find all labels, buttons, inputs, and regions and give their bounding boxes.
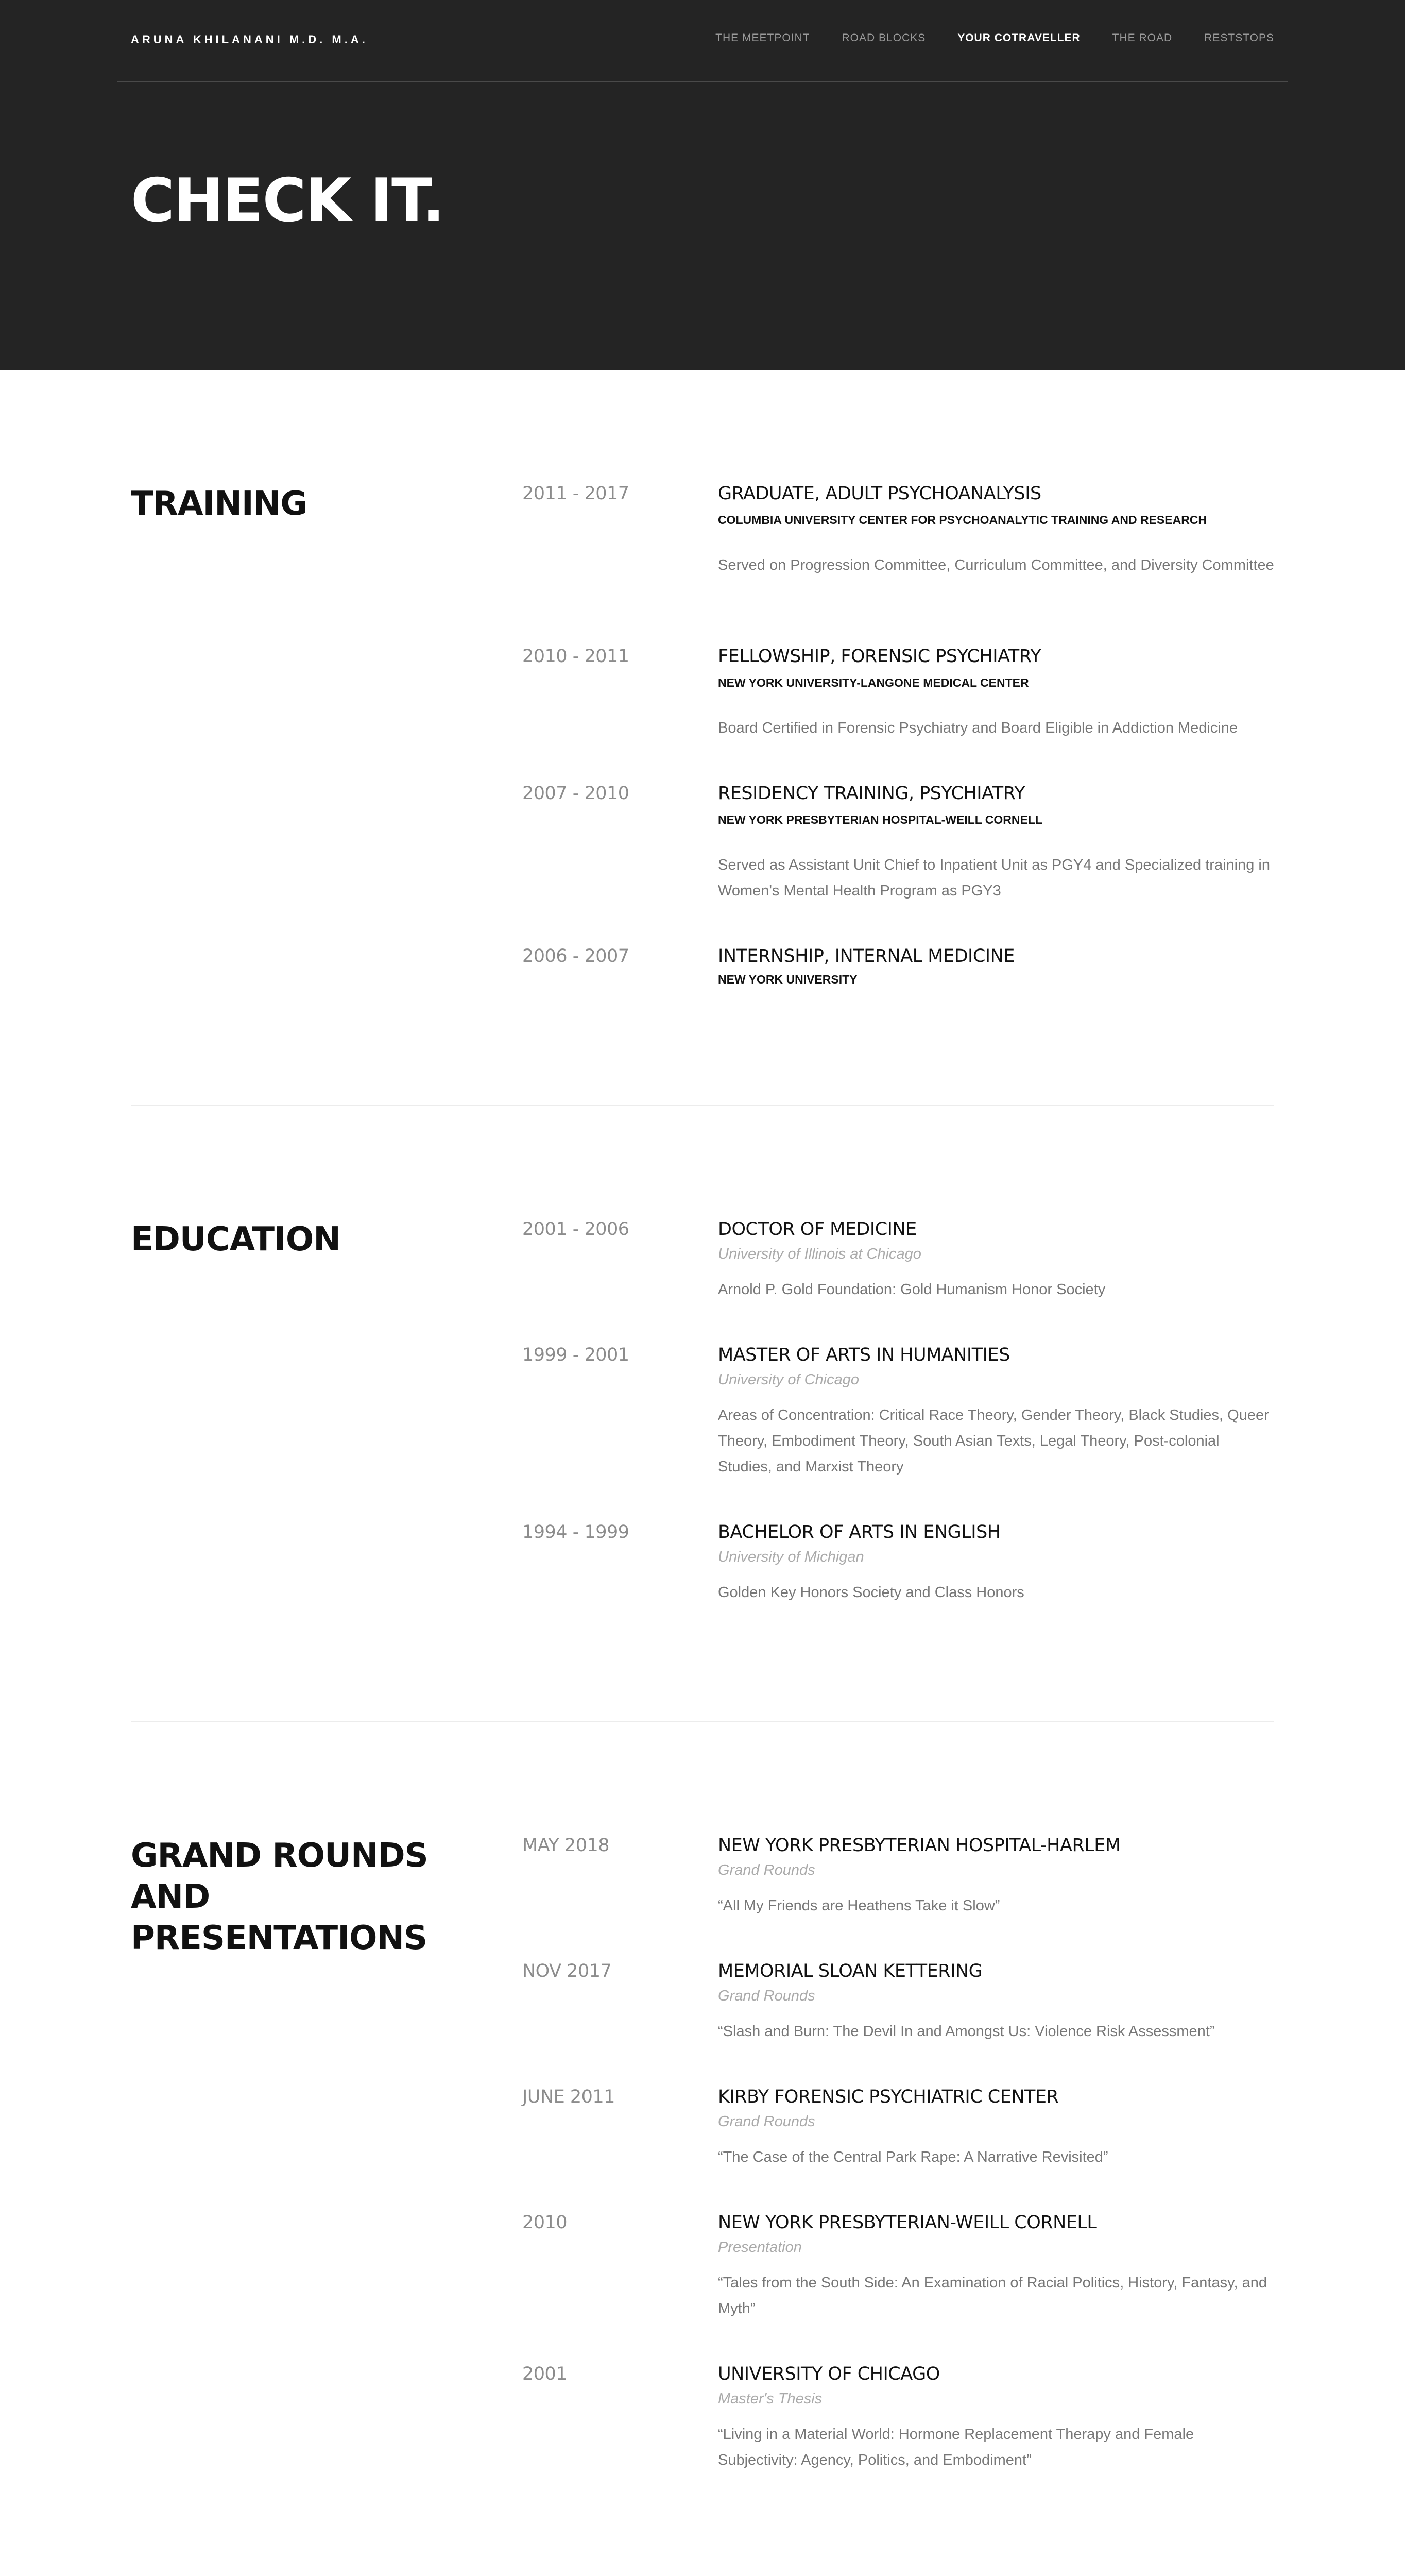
entry-description: “Tales from the South Side: An Examination of Racial Politics, History, Fantasy, and Myth” xyxy=(718,2275,1267,2317)
entry-description: “The Case of the Central Park Rape: A Narrative Revisited” xyxy=(718,2149,1108,2165)
entry-type: Master's Thesis xyxy=(718,2391,823,2407)
entry-type: Presentation xyxy=(718,2239,802,2256)
entry-institution: University of Chicago xyxy=(718,1371,859,1388)
entry-title: BACHELOR OF ARTS IN ENGLISH xyxy=(718,1522,1001,1543)
entry-date: 2001 xyxy=(522,2364,568,2384)
section-divider xyxy=(131,1721,1274,1722)
brand-logo[interactable]: ARUNA KHILANANI M.D. M.A. xyxy=(131,33,368,46)
entry-description: Served as Assistant Unit Chief to Inpatient Unit as PGY4 and Specialized training in Women's Mental Health Program as PGY3 xyxy=(718,857,1270,899)
entry-title: DOCTOR OF MEDICINE xyxy=(718,1219,917,1240)
header-divider xyxy=(117,81,1288,82)
section-divider xyxy=(131,1105,1274,1106)
entry-date: NOV 2017 xyxy=(522,1961,612,1981)
entry-title: NEW YORK PRESBYTERIAN-WEILL CORNELL xyxy=(718,2212,1097,2233)
entry-date: 2007 - 2010 xyxy=(522,783,629,804)
entry-description: Areas of Concentration: Critical Race Theory, Gender Theory, Black Studies, Queer Theory, Embodiment Theory, South Asian Texts, Legal Theory, Post-colonial Studies, and Marxist Theory xyxy=(718,1407,1269,1475)
entry-description: Golden Key Honors Society and Class Honors xyxy=(718,1584,1024,1601)
entry-description: “Slash and Burn: The Devil In and Amongst Us: Violence Risk Assessment” xyxy=(718,2023,1215,2040)
entry-title: MEMORIAL SLOAN KETTERING xyxy=(718,1961,983,1981)
entry-type: Grand Rounds xyxy=(718,1988,815,2004)
nav-item-meetpoint[interactable]: THE MEETPOINT xyxy=(715,32,810,44)
entry-description: Arnold P. Gold Foundation: Gold Humanism Honor Society xyxy=(718,1281,1106,1298)
entry-institution: University of Michigan xyxy=(718,1549,864,1565)
entry-date: 2010 - 2011 xyxy=(522,646,629,667)
nav-item-reststops[interactable]: RESTSTOPS xyxy=(1204,32,1274,44)
section-title-grand-rounds: GRAND ROUNDS AND PRESENTATIONS xyxy=(131,1837,428,1957)
nav-item-cotraveller[interactable]: YOUR COTRAVELLER xyxy=(957,32,1081,44)
entry-description: Served on Progression Committee, Curriculum Committee, and Diversity Committee xyxy=(718,557,1274,573)
entry-date: 1999 - 2001 xyxy=(522,1345,629,1365)
entry-organization: NEW YORK PRESBYTERIAN HOSPITAL-WEILL CORNELL xyxy=(718,813,1042,826)
entry-date: 2011 - 2017 xyxy=(522,483,629,504)
nav-item-road-blocks[interactable]: ROAD BLOCKS xyxy=(842,32,926,44)
entry-title: RESIDENCY TRAINING, PSYCHIATRY xyxy=(718,783,1025,804)
entry-description: “Living in a Material World: Hormone Replacement Therapy and Female Subjectivity: Agency, Politics, and Embodiment” xyxy=(718,2426,1194,2468)
entry-date: 2010 xyxy=(522,2212,568,2233)
entry-organization: NEW YORK UNIVERSITY xyxy=(718,973,858,986)
entry-title: FELLOWSHIP, FORENSIC PSYCHIATRY xyxy=(718,646,1041,667)
entry-date: 2006 - 2007 xyxy=(522,946,629,967)
entry-title: INTERNSHIP, INTERNAL MEDICINE xyxy=(718,946,1015,967)
entry-type: Grand Rounds xyxy=(718,1862,815,1878)
site-header xyxy=(0,0,1405,370)
entry-title: GRADUATE, ADULT PSYCHOANALYSIS xyxy=(718,483,1041,504)
section-title-training: TRAINING xyxy=(131,485,307,523)
entry-institution: University of Illinois at Chicago xyxy=(718,1246,921,1262)
entry-date: 1994 - 1999 xyxy=(522,1522,629,1543)
entry-description: “All My Friends are Heathens Take it Slow” xyxy=(718,1897,1000,1914)
entry-title: MASTER OF ARTS IN HUMANITIES xyxy=(718,1345,1010,1365)
entry-organization: NEW YORK UNIVERSITY-LANGONE MEDICAL CENTER xyxy=(718,676,1029,689)
entry-date: JUNE 2011 xyxy=(522,2087,615,2107)
entry-date: 2001 - 2006 xyxy=(522,1219,629,1240)
entry-title: KIRBY FORENSIC PSYCHIATRIC CENTER xyxy=(718,2087,1059,2107)
entry-type: Grand Rounds xyxy=(718,2113,815,2130)
entry-date: MAY 2018 xyxy=(522,1835,610,1856)
entry-description: Board Certified in Forensic Psychiatry and Board Eligible in Addiction Medicine xyxy=(718,720,1238,736)
page-title: CHECK IT. xyxy=(131,166,444,235)
nav-item-the-road[interactable]: THE ROAD xyxy=(1112,32,1173,44)
entry-organization: COLUMBIA UNIVERSITY CENTER FOR PSYCHOANALYTIC TRAINING AND RESEARCH xyxy=(718,513,1207,527)
entry-title: NEW YORK PRESBYTERIAN HOSPITAL-HARLEM xyxy=(718,1835,1121,1856)
main-nav xyxy=(715,32,1274,44)
entry-title: UNIVERSITY OF CHICAGO xyxy=(718,2364,940,2384)
section-title-education: EDUCATION xyxy=(131,1221,340,1259)
